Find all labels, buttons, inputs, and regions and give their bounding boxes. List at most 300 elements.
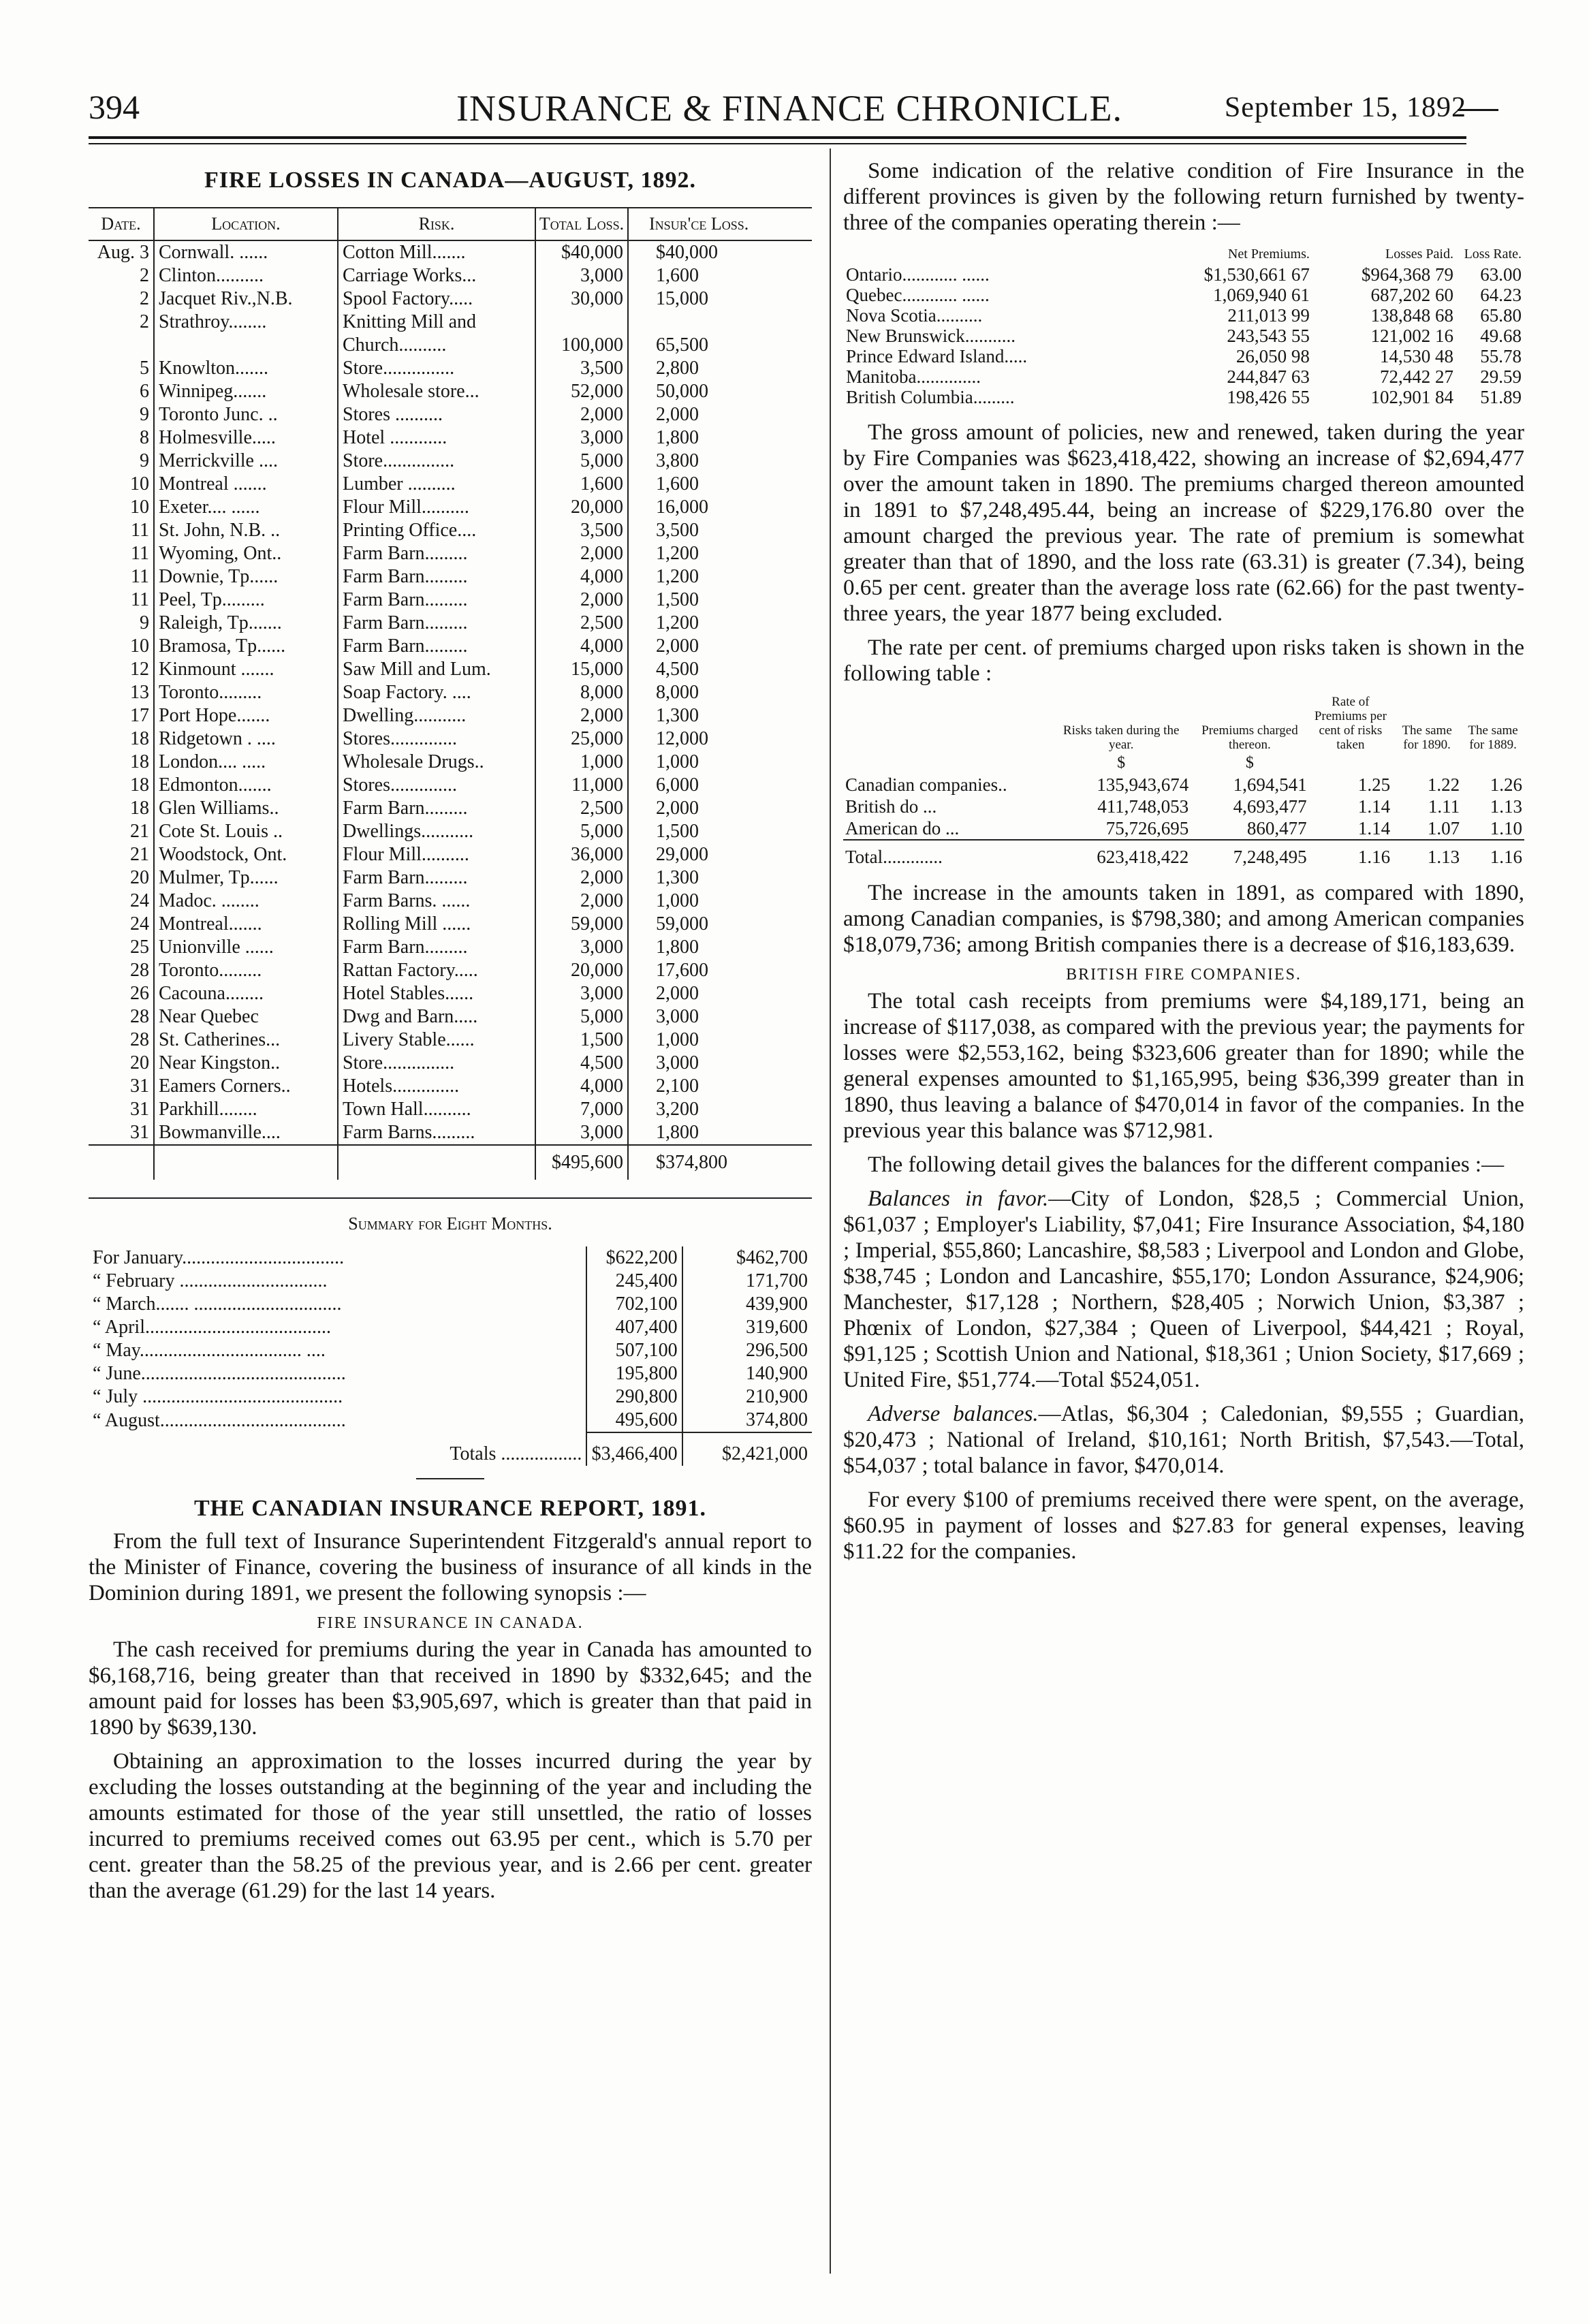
date-cell: 10 <box>89 496 154 519</box>
column-header: Losses Paid. <box>1385 247 1453 262</box>
risk-cell: Farm Barn......... <box>338 866 535 890</box>
total-loss-cell: 3,000 <box>535 264 628 287</box>
total-loss-cell: 59,000 <box>535 913 628 936</box>
date-cell: 18 <box>89 751 154 774</box>
total-loss-cell: 52,000 <box>535 380 628 403</box>
amount-cell: $622,200 <box>586 1246 682 1270</box>
table-cell: 623,418,422 <box>1052 840 1191 868</box>
column-header: Rate of Premiums per cent of risks taken <box>1314 695 1387 752</box>
location-cell <box>154 334 338 357</box>
insurance-loss-cell: 1,000 <box>656 1029 699 1050</box>
amount-cell: 407,400 <box>586 1316 682 1339</box>
amount-cell: $964,368 79 <box>1361 264 1453 285</box>
amount-cell: 65.80 <box>1480 305 1522 326</box>
table-row <box>89 982 812 1005</box>
insurance-loss-cell: 1,600 <box>656 265 699 286</box>
insurance-loss-cell: 1,300 <box>656 705 699 726</box>
total-loss-cell: 1,500 <box>535 1028 628 1052</box>
fire-losses-table <box>89 207 812 1180</box>
date-cell: 31 <box>89 1075 154 1098</box>
total-loss-cell: 36,000 <box>535 843 628 866</box>
location-cell: Toronto......... <box>154 681 338 704</box>
date-cell: 5 <box>89 357 154 380</box>
totals-insurance-loss: $2,421,000 <box>682 1432 812 1466</box>
amount-cell: 102,901 84 <box>1370 387 1453 407</box>
table-row <box>843 346 1524 366</box>
risk-cell: Farm Barn......... <box>338 797 535 820</box>
rate-header-row <box>843 695 1524 752</box>
date-cell <box>89 334 154 357</box>
insurance-loss-cell: 4,500 <box>656 659 699 680</box>
date-cell: 28 <box>89 1028 154 1052</box>
insurance-loss-cell: 3,500 <box>656 520 699 541</box>
insurance-loss-cell: 3,000 <box>656 1006 699 1027</box>
paragraph-losses-incurred: Obtaining an approximation to the losses incurred during the year by excluding the losses outstanding at the beginning of the year and including the amounts estimated for those of the year still unsettled, the ratio of losses incurred to premiums received comes out 63.95 per cent., which is 5.70 per cent. greater than the 58.25 of the previous year, and is 2.66 per cent. greater than the average (61.29) for the last 14 years. <box>89 1749 812 1903</box>
amount-cell: 72,442 27 <box>1379 366 1453 387</box>
date-cell: 2 <box>89 264 154 287</box>
total-loss-cell: 25,000 <box>535 727 628 751</box>
amount-cell: 495,600 <box>586 1409 682 1432</box>
total-loss-cell: 4,000 <box>535 565 628 588</box>
table-cell: 1.13 <box>1490 796 1522 817</box>
amount-cell: 64.23 <box>1480 285 1522 305</box>
table-cell: 1.07 <box>1427 818 1460 838</box>
date-cell: 6 <box>89 380 154 403</box>
location-cell: St. John, N.B. .. <box>154 519 338 542</box>
column-header: Premiums charged thereon. <box>1201 723 1298 752</box>
unit-label: $ <box>1117 754 1126 772</box>
amount-cell: 49.68 <box>1480 326 1522 346</box>
amount-cell: 210,900 <box>682 1385 812 1409</box>
total-loss-cell: 2,000 <box>535 704 628 727</box>
date-cell: 13 <box>89 681 154 704</box>
insurance-loss-cell: 1,800 <box>656 937 699 958</box>
total-loss-cell <box>535 311 628 334</box>
location-cell: Parkhill........ <box>154 1098 338 1121</box>
insurance-loss-cell: 1,300 <box>656 867 699 888</box>
table-row <box>89 1246 812 1270</box>
risk-cell: Rattan Factory..... <box>338 959 535 982</box>
table-row <box>89 1362 812 1385</box>
risk-cell: Farm Barn......... <box>338 635 535 658</box>
location-cell: Winnipeg....... <box>154 380 338 403</box>
insurance-loss-cell: 8,000 <box>656 682 699 703</box>
table-row <box>89 240 812 264</box>
amount-cell: 296,500 <box>682 1339 812 1362</box>
table-cell: 1.14 <box>1357 818 1391 838</box>
issue-date: September 15, 1892 <box>1224 92 1466 123</box>
date-cell: 8 <box>89 426 154 450</box>
risk-cell: Farm Barn......... <box>338 565 535 588</box>
total-loss-cell: 15,000 <box>535 658 628 681</box>
table-row <box>89 843 812 866</box>
column-header: Net Premiums. <box>1227 247 1310 262</box>
paragraph-gross-amount: The gross amount of policies, new and renewed, taken during the year by Fire Companies was $623,418,422, showing an increase of $2,694,477 over the amount taken in 1890. The premiums charged thereon amounted in 1891 to $7,248,495.44, being an increase of $229,176.80 over the amount charged the previous year. The rate of premium is somewhat greater than that of 1890, and the loss rate (63.31) is greater (7.34), being 0.65 per cent. greater than the average loss rate (62.66) for the past twenty-three years, the year 1877 being excluded. <box>843 420 1524 626</box>
insurance-loss-cell: 3,000 <box>656 1052 699 1073</box>
amount-cell: 687,202 60 <box>1370 285 1453 305</box>
date-cell: 21 <box>89 820 154 843</box>
table-row <box>89 1075 812 1098</box>
amount-cell: 140,900 <box>682 1362 812 1385</box>
total-loss-cell: 5,000 <box>535 1005 628 1028</box>
total-loss-cell: 3,500 <box>535 357 628 380</box>
table-row <box>89 450 812 473</box>
location-cell: Mulmer, Tp...... <box>154 866 338 890</box>
date-cell: 31 <box>89 1098 154 1121</box>
risk-cell: Stores.............. <box>338 774 535 797</box>
amount-cell: 138,848 68 <box>1370 305 1453 326</box>
paragraph-detail-intro: The following detail gives the balances for the different companies :— <box>868 1152 1505 1177</box>
provinces-header-row <box>843 244 1524 264</box>
right-column <box>843 158 1524 2304</box>
risk-cell: Stores.............. <box>338 727 535 751</box>
insurance-loss-cell: 1,800 <box>656 1122 699 1143</box>
amount-cell: 211,013 99 <box>1227 305 1310 326</box>
table-row <box>89 866 812 890</box>
amount-cell: 507,100 <box>586 1339 682 1362</box>
location-cell: Jacquet Riv.,N.B. <box>154 287 338 311</box>
total-loss-cell: 4,000 <box>535 635 628 658</box>
insurance-loss-cell: 2,000 <box>656 798 699 819</box>
table-row <box>89 1409 812 1432</box>
table-row <box>89 1270 812 1293</box>
table-row <box>89 1098 812 1121</box>
british-fire-heading: BRITISH FIRE COMPANIES. <box>1066 966 1302 984</box>
risk-cell: Lumber .......... <box>338 473 535 496</box>
month-cell: “ April....................................... <box>93 1317 331 1338</box>
month-cell: “ August....................................... <box>93 1409 346 1431</box>
table-row <box>89 1316 812 1339</box>
risk-cell: Hotel ............ <box>338 426 535 450</box>
total-loss: $495,600 <box>535 1145 628 1180</box>
total-loss-cell: 30,000 <box>535 287 628 311</box>
table-row <box>89 311 812 334</box>
column-header: Location. <box>154 208 338 240</box>
total-loss-cell: 20,000 <box>535 496 628 519</box>
risk-cell: Cotton Mill....... <box>338 240 535 264</box>
table-cell: 1.13 <box>1392 840 1462 868</box>
table-cell: American do ... <box>845 818 960 838</box>
risk-cell: Hotel Stables...... <box>338 982 535 1005</box>
insurance-loss-cell: 1,800 <box>656 427 699 448</box>
table-cell: 1.25 <box>1357 774 1391 795</box>
risk-cell: Wholesale Drugs.. <box>338 751 535 774</box>
table-row <box>89 658 812 681</box>
column-header: The same for 1890. <box>1402 723 1452 752</box>
amount-cell: 702,100 <box>586 1293 682 1316</box>
risk-cell: Soap Factory. .... <box>338 681 535 704</box>
risk-cell: Stores .......... <box>338 403 535 426</box>
province-cell: Ontario............ ...... <box>846 264 990 285</box>
total-loss-cell: 3,000 <box>535 936 628 959</box>
risk-cell: Carriage Works... <box>338 264 535 287</box>
date-cell: 20 <box>89 1052 154 1075</box>
table-cell: 135,943,674 <box>1097 774 1189 795</box>
risk-cell: Church.......... <box>338 334 535 357</box>
report-intro: From the full text of Insurance Superintendent Fitzgerald's annual report to the Minister of Finance, covering the business of insurance of all kinds in the Dominion during 1891, we present the following synopsis :— <box>89 1529 812 1605</box>
risk-cell: Hotels.............. <box>338 1075 535 1098</box>
date-cell: 26 <box>89 982 154 1005</box>
insurance-loss-cell: $40,000 <box>656 242 718 263</box>
province-cell: Prince Edward Island..... <box>846 346 1028 366</box>
column-separator <box>830 148 831 2274</box>
table-row <box>89 704 812 727</box>
table-row <box>89 1028 812 1052</box>
location-cell: Strathroy........ <box>154 311 338 334</box>
amount-cell: $1,530,661 67 <box>1203 264 1310 285</box>
amount-cell: $462,700 <box>682 1246 812 1270</box>
location-cell: Near Quebec <box>154 1005 338 1028</box>
rate-table <box>843 695 1524 868</box>
location-cell: Clinton.......... <box>154 264 338 287</box>
location-cell: Woodstock, Ont. <box>154 843 338 866</box>
amount-cell: 29.59 <box>1480 366 1522 387</box>
location-cell: Ridgetown . .... <box>154 727 338 751</box>
risk-cell: Dwellings........... <box>338 820 535 843</box>
amount-cell: 195,800 <box>586 1362 682 1385</box>
total-loss-cell: 5,000 <box>535 450 628 473</box>
total-loss-cell: 1,000 <box>535 751 628 774</box>
amount-cell: 319,600 <box>682 1316 812 1339</box>
date-cell: 12 <box>89 658 154 681</box>
risk-cell: Dwg and Barn..... <box>338 1005 535 1028</box>
paragraph-cash-received: The cash received for premiums during the year in Canada has amounted to $6,168,716, being greater than that received in 1890 by $332,645; and the amount paid for losses has been $3,905,697, which is greater than that paid in 1890 by $639,130. <box>89 1637 812 1740</box>
table-row <box>89 797 812 820</box>
paragraph-adverse-balances <box>843 1401 1524 1479</box>
page-number: 394 <box>89 88 140 126</box>
date-cell: 2 <box>89 287 154 311</box>
table-cell: 1.16 <box>1309 840 1392 868</box>
total-loss-cell: 11,000 <box>535 774 628 797</box>
amount-cell: 63.00 <box>1480 264 1522 285</box>
table-row <box>843 305 1524 326</box>
table-cell: 411,748,053 <box>1097 796 1189 817</box>
location-cell: Downie, Tp...... <box>154 565 338 588</box>
risk-cell: Wholesale store... <box>338 380 535 403</box>
risk-cell: Flour Mill.......... <box>338 843 535 866</box>
table-row <box>89 1293 812 1316</box>
table-cell: 1.11 <box>1428 796 1460 817</box>
table-row <box>89 357 812 380</box>
total-loss-cell: 2,000 <box>535 866 628 890</box>
insurance-loss-cell: 65,500 <box>656 334 708 356</box>
insurance-loss-cell: 2,000 <box>656 404 699 425</box>
insurance-loss-cell: 1,000 <box>656 751 699 772</box>
date-cell: 24 <box>89 890 154 913</box>
table-row <box>89 565 812 588</box>
table-row <box>89 264 812 287</box>
total-loss-cell: 4,500 <box>535 1052 628 1075</box>
table-cell: 4,693,477 <box>1233 796 1307 817</box>
month-cell: For January.................................. <box>93 1247 345 1268</box>
total-loss-cell: 2,000 <box>535 588 628 612</box>
table-row <box>89 959 812 982</box>
table-row <box>89 751 812 774</box>
risk-cell: Farm Barns......... <box>338 1121 535 1145</box>
total-loss-cell: 20,000 <box>535 959 628 982</box>
table-row <box>843 285 1524 305</box>
adverse-balances-text: —Atlas, $6,304 ; Caledonian, $9,555 ; Guardian, $20,473 ; National of Ireland, $10,161; North British, $7,543.—Total, $54,037 ; total balance in favor, $470,014. <box>843 1402 1524 1478</box>
table-row <box>843 774 1524 796</box>
risk-cell: Saw Mill and Lum. <box>338 658 535 681</box>
paragraph-balances-in-favor <box>843 1186 1524 1393</box>
insurance-loss-cell: 12,000 <box>656 728 708 749</box>
table-cell: 7,248,495 <box>1191 840 1308 868</box>
location-cell: Unionville ...... <box>154 936 338 959</box>
insurance-loss-cell: 17,600 <box>656 960 708 981</box>
insurance-loss-cell: 1,000 <box>656 890 699 911</box>
date-cell: 9 <box>89 403 154 426</box>
table-row <box>89 936 812 959</box>
location-cell: Madoc. ........ <box>154 890 338 913</box>
column-header: Total Loss. <box>535 208 628 240</box>
risk-cell: Farm Barn......... <box>338 612 535 635</box>
masthead-title: INSURANCE & FINANCE CHRONICLE. <box>456 88 1123 129</box>
table-row <box>89 1005 812 1028</box>
corner-rule <box>1458 109 1498 111</box>
rate-unit-row <box>843 752 1524 774</box>
date-cell: 25 <box>89 936 154 959</box>
table-cell: 1.26 <box>1490 774 1522 795</box>
location-cell: Cornwall. ...... <box>154 240 338 264</box>
date-cell: 11 <box>89 565 154 588</box>
fire-losses-total-row <box>89 1145 812 1180</box>
table-row <box>89 635 812 658</box>
column-header: Insur'ce Loss. <box>628 208 812 240</box>
insurance-loss-cell: 1,200 <box>656 612 699 633</box>
table-row <box>89 403 812 426</box>
amount-cell: 198,426 55 <box>1227 387 1310 407</box>
table-cell: Total............. <box>843 840 1052 868</box>
date-cell: 11 <box>89 519 154 542</box>
insurance-loss-cell: 1,200 <box>656 543 699 564</box>
paragraph-rate-intro: The rate per cent. of premiums charged upon risks taken is shown in the following table : <box>843 635 1524 686</box>
location-cell: Toronto......... <box>154 959 338 982</box>
insurance-loss-cell: 3,200 <box>656 1099 699 1120</box>
fire-losses-header-row <box>89 208 812 240</box>
amount-cell: 14,530 48 <box>1379 346 1453 366</box>
insurance-loss-cell: 3,800 <box>656 450 699 471</box>
left-column <box>89 158 812 2304</box>
total-loss-cell: 3,000 <box>535 426 628 450</box>
amount-cell: 171,700 <box>682 1270 812 1293</box>
total-loss-cell: 100,000 <box>535 334 628 357</box>
column-header: Risks taken during the year. <box>1063 723 1180 752</box>
insurance-loss-cell: 16,000 <box>656 497 708 518</box>
table-row <box>89 426 812 450</box>
table-row <box>89 334 812 357</box>
table-row <box>89 1339 812 1362</box>
page-header <box>89 87 1466 135</box>
table-row <box>89 380 812 403</box>
header-rule-thin <box>89 143 1466 144</box>
location-cell: Merrickville .... <box>154 450 338 473</box>
table-row <box>89 774 812 797</box>
amount-cell: 374,800 <box>682 1409 812 1432</box>
provinces-table <box>843 244 1524 407</box>
insurance-loss-cell: 1,600 <box>656 473 699 494</box>
date-cell: 24 <box>89 913 154 936</box>
amount-cell: 26,050 98 <box>1236 346 1310 366</box>
date-cell: 21 <box>89 843 154 866</box>
rate-total-row <box>843 840 1524 868</box>
risk-cell: Farm Barn......... <box>338 542 535 565</box>
location-cell: Holmesville..... <box>154 426 338 450</box>
location-cell: Bramosa, Tp...... <box>154 635 338 658</box>
date-cell: 18 <box>89 774 154 797</box>
location-cell: Raleigh, Tp....... <box>154 612 338 635</box>
location-cell: Wyoming, Ont.. <box>154 542 338 565</box>
column-header: Loss Rate. <box>1464 247 1522 262</box>
table-row <box>843 366 1524 387</box>
insurance-loss-cell: 59,000 <box>656 913 708 935</box>
insurance-loss-cell: 2,000 <box>656 983 699 1004</box>
total-loss-cell: $40,000 <box>535 240 628 264</box>
fire-losses-title: FIRE LOSSES IN CANADA—AUGUST, 1892. <box>204 168 697 193</box>
risk-cell: Livery Stable...... <box>338 1028 535 1052</box>
date-cell: 18 <box>89 797 154 820</box>
date-cell: 11 <box>89 542 154 565</box>
table-row <box>843 817 1524 840</box>
location-cell: Montreal....... <box>154 913 338 936</box>
risk-cell: Rolling Mill ...... <box>338 913 535 936</box>
total-loss-cell: 4,000 <box>535 1075 628 1098</box>
paragraph-provinces-intro: Some indication of the relative condition of Fire Insurance in the different provinces is given by the following return furnished by twenty-three of the companies operating therein :— <box>843 159 1524 235</box>
location-cell: Peel, Tp......... <box>154 588 338 612</box>
location-cell: Port Hope....... <box>154 704 338 727</box>
summary-title: Summary for Eight Months. <box>89 1197 812 1234</box>
table-row <box>89 890 812 913</box>
risk-cell: Spool Factory..... <box>338 287 535 311</box>
insurance-loss-cell: 2,800 <box>656 358 699 379</box>
table-row <box>89 1052 812 1075</box>
insurance-loss-cell: 1,500 <box>656 821 699 842</box>
month-cell: “ February ............................... <box>93 1270 328 1291</box>
location-cell: Montreal ....... <box>154 473 338 496</box>
table-cell: 1.22 <box>1427 774 1460 795</box>
amount-cell: 121,002 16 <box>1370 326 1453 346</box>
province-cell: Nova Scotia.......... <box>846 305 983 326</box>
insurance-loss-cell: 50,000 <box>656 381 708 402</box>
risk-cell: Flour Mill.......... <box>338 496 535 519</box>
total-loss-cell: 2,000 <box>535 403 628 426</box>
risk-cell: Farm Barns. ...... <box>338 890 535 913</box>
insurance-loss-cell: 6,000 <box>656 774 699 796</box>
total-loss-cell: 3,500 <box>535 519 628 542</box>
date-cell: 31 <box>89 1121 154 1145</box>
table-row <box>89 519 812 542</box>
location-cell: London.... ..... <box>154 751 338 774</box>
total-loss-cell: 3,000 <box>535 982 628 1005</box>
location-cell: Cote St. Louis .. <box>154 820 338 843</box>
month-cell: “ July .......................................... <box>93 1386 343 1407</box>
province-cell: Manitoba.............. <box>846 366 981 387</box>
date-cell: 18 <box>89 727 154 751</box>
total-loss-cell: 3,000 <box>535 1121 628 1145</box>
column-header: Date. <box>89 208 154 240</box>
table-cell: British do ... <box>845 796 937 817</box>
location-cell: Bowmanville.... <box>154 1121 338 1145</box>
total-loss-cell: 2,500 <box>535 797 628 820</box>
total-loss-cell: 2,000 <box>535 890 628 913</box>
total-loss-cell: 8,000 <box>535 681 628 704</box>
date-cell: 10 <box>89 473 154 496</box>
unit-label: $ <box>1245 754 1254 772</box>
risk-cell: Knitting Mill and <box>338 311 535 334</box>
location-cell: Kinmount ....... <box>154 658 338 681</box>
insurance-loss-cell: 1,500 <box>656 589 699 610</box>
insurance-loss-cell: 2,100 <box>656 1075 699 1097</box>
